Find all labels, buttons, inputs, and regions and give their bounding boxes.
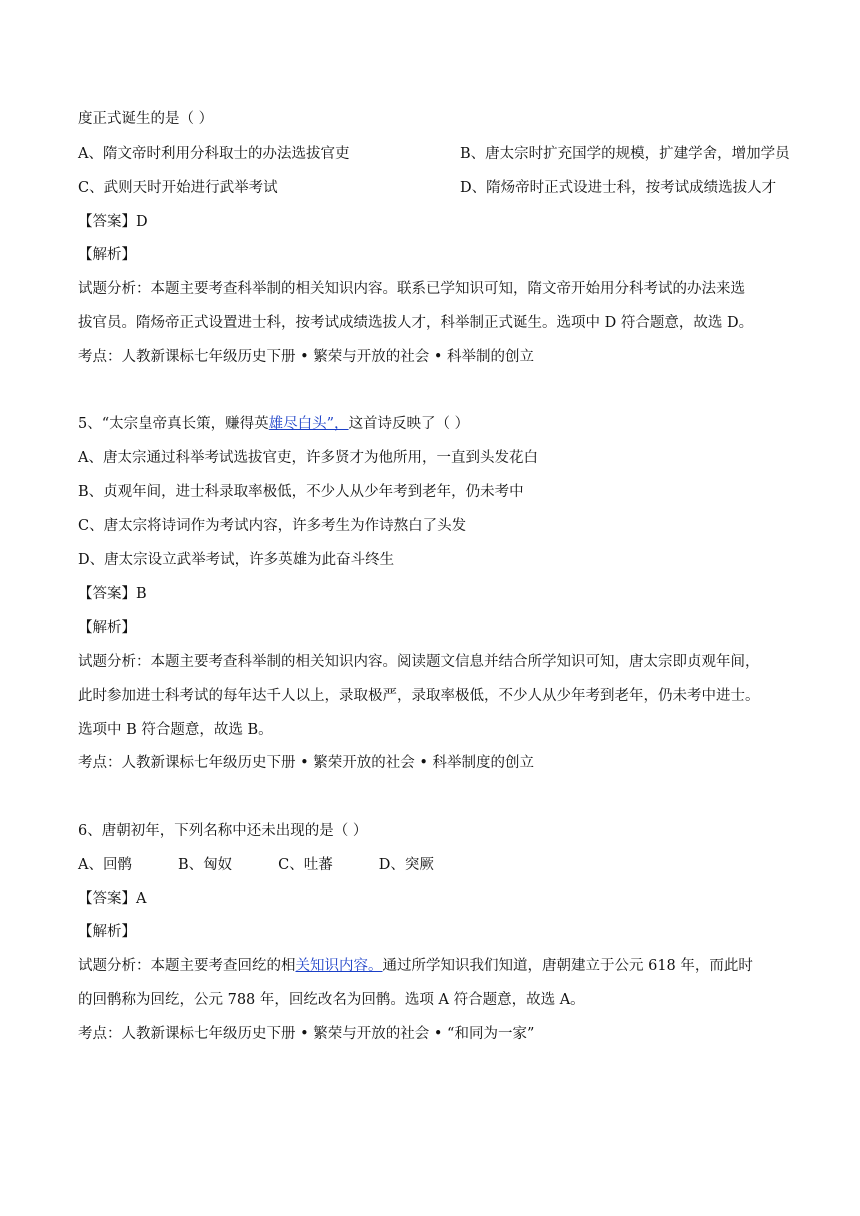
q5-stem-pre: 5、“太宗皇帝真长策，赚得英 bbox=[78, 416, 269, 432]
q4-option-b: B、唐太宗时扩充国学的规模，扩建学舍，增加学员 bbox=[460, 146, 790, 162]
q6-analysis-line1 bbox=[78, 956, 753, 976]
q4-stem: 度正式诞生的是（ ） bbox=[78, 111, 214, 127]
q5-option-a: A、唐太宗通过科举考试选拔官吏，许多贤才为他所用，一直到头发花白 bbox=[78, 450, 538, 466]
q6-kaodian: 考点：人教新课标七年级历史下册 • 繁荣与开放的社会 • “和同为一家” bbox=[78, 1026, 535, 1042]
q4-analysis-title: 【解析】 bbox=[78, 247, 136, 263]
q4-answer: 【答案】D bbox=[78, 214, 148, 230]
q6-analysis-line2: 的回鹘称为回纥，公元 788 年，回纥改名为回鹘。选项 A 符合题意，故选 A。 bbox=[78, 992, 585, 1008]
q4-kaodian: 考点：人教新课标七年级历史下册 • 繁荣与开放的社会 • 科举制的创立 bbox=[78, 349, 535, 365]
q6-analysis-line1-pre: 试题分析：本题主要考查回纥的相 bbox=[78, 958, 296, 974]
q4-option-a: A、隋文帝时利用分科取士的办法选拔官吏 bbox=[78, 146, 350, 162]
q6-analysis-link[interactable]: 关知识内容。 bbox=[295, 958, 383, 974]
q6-analysis-title: 【解析】 bbox=[78, 924, 136, 940]
q5-analysis-line3: 选项中 B 符合题意，故选 B。 bbox=[78, 722, 273, 738]
q6-stem: 6、唐朝初年，下列名称中还未出现的是（ ） bbox=[78, 823, 368, 839]
q5-option-b: B、贞观年间，进士科录取率极低，不少人从少年考到老年，仍未考中 bbox=[78, 484, 524, 500]
q6-answer: 【答案】A bbox=[78, 891, 147, 907]
q5-option-c: C、唐太宗将诗词作为考试内容，许多考生为作诗熬白了头发 bbox=[78, 518, 467, 534]
q5-stem-post: 这首诗反映了（ ） bbox=[348, 416, 470, 432]
q6-options-row bbox=[78, 855, 434, 875]
q6-option-d: D、突厥 bbox=[378, 857, 434, 873]
q6-option-c: C、吐蕃 bbox=[278, 857, 333, 873]
q4-options-row1 bbox=[78, 144, 790, 164]
q5-stem bbox=[78, 414, 469, 434]
q6-option-a: A、回鹘 bbox=[78, 857, 132, 873]
q6-analysis-line1-post: 通过所学知识我们知道，唐朝建立于公元 618 年，而此时 bbox=[382, 958, 753, 974]
q5-answer: 【答案】B bbox=[78, 586, 147, 602]
q4-analysis-line2: 拔官员。隋炀帝正式设置进士科，按考试成绩选拔人才，科举制正式诞生。选项中 D 符合题意，故选 D。 bbox=[78, 315, 754, 331]
q5-option-d: D、唐太宗设立武举考试，许多英雄为此奋斗终生 bbox=[78, 552, 395, 568]
q4-analysis-line1: 试题分析：本题主要考查科举制的相关知识内容。联系已学知识可知，隋文帝开始用分科考试的办法来选 bbox=[78, 281, 745, 297]
q5-analysis-line1: 试题分析：本题主要考查科举制的相关知识内容。阅读题文信息并结合所学知识可知，唐太宗即贞观年间， bbox=[78, 654, 760, 670]
q4-options-row2 bbox=[78, 178, 777, 198]
q4-option-c: C、武则天时开始进行武举考试 bbox=[78, 180, 278, 196]
q4-option-d: D、隋炀帝时正式设进士科，按考试成绩选拔人才 bbox=[460, 180, 777, 196]
q5-analysis-line2: 此时参加进士科考试的每年达千人以上，录取极严，录取率极低，不少人从少年考到老年，仍未考中进士。 bbox=[78, 688, 760, 704]
q6-option-b: B、匈奴 bbox=[177, 857, 233, 873]
q5-kaodian: 考点：人教新课标七年级历史下册 • 繁荣开放的社会 • 科举制度的创立 bbox=[78, 755, 535, 771]
q5-stem-link[interactable]: 雄尽白头”， bbox=[268, 416, 349, 432]
q5-analysis-title: 【解析】 bbox=[78, 620, 136, 636]
